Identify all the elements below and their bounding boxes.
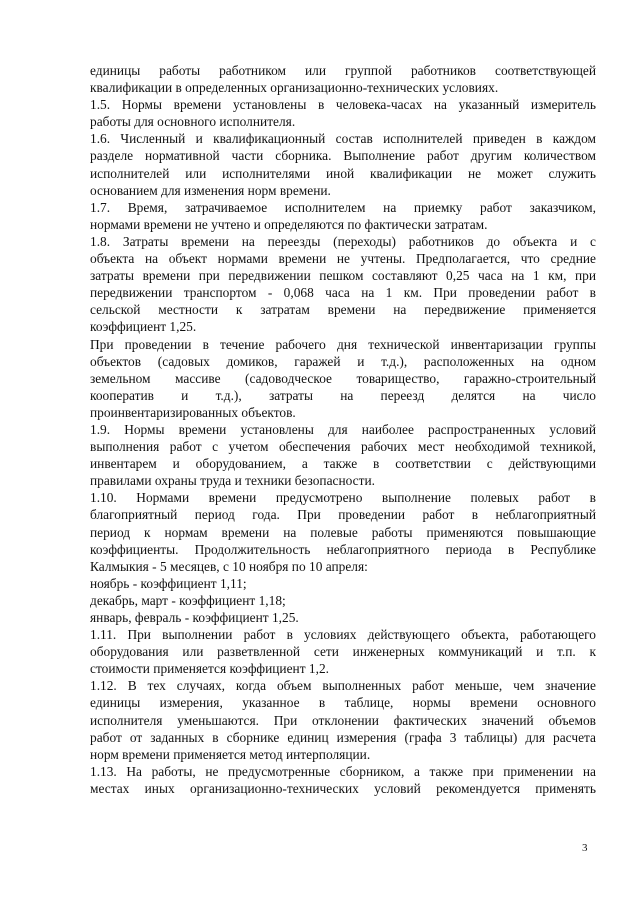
text-line: единицы работы работником или группой работников соответствующей [90,63,596,78]
paragraph-p-jan [90,609,596,626]
text-line: стоимости применяется коэффициент 1,2. [90,661,329,677]
paragraph-p-1-10 [90,489,596,574]
text-line: 1.5. Нормы времени установлены в человека-часах на указанный измеритель [90,97,596,113]
text-line: 1.13. На работы, не предусмотренные сборником, а также при применении на [90,763,596,779]
text-line: передвижении транспортом - 0,068 часа на 1 км. При проведении работ в [90,285,596,301]
text-line: земельном массиве (садоводческое товарищество, гаражно-строительный [90,370,596,386]
text-line: исполнителей или исполнителями иной квалификации не может служить [90,165,596,181]
text-line: 1.12. В тех случаях, когда объем выполненных работ меньше, чем значение [90,678,596,694]
text-line: нормами времени не учтено и определяются по фактически затратам. [90,216,488,232]
text-line: разделе нормативной части сборника. Выполнение работ другим количеством [90,148,596,164]
text-line: благоприятный период года. При проведении работ в неблагоприятный [90,507,596,523]
text-line: При проведении в течение рабочего дня технической инвентаризации группы [90,336,596,352]
text-line: Калмыкия - 5 месяцев, с 10 ноября по 10 апреля: [90,558,368,574]
text-line: выполнения работ с учетом обеспечения рабочих мест необходимой техникой, [90,439,596,455]
paragraph-p-1-12 [90,677,596,762]
paragraph-p-1-8b [90,336,596,421]
text-line: норм времени применяется метод интерполяции. [90,746,371,762]
text-line: объекта на объект нормами времени не учтены. Предполагается, что средние [90,251,596,267]
text-line: затраты времени при передвижении пешком составляют 0,25 часа на 1 км, при [90,268,596,284]
text-line: исполнителя уменьшаются. При отклонении фактических значений объемов [90,712,596,728]
text-line: коэффициенты. Продолжительность неблагоприятного периода в Республике [90,541,596,557]
text-line: проинвентаризированных объектов. [90,404,296,420]
paragraph-p-1-9 [90,421,596,489]
paragraph-p-1-11 [90,626,596,677]
text-line: 1.10. Нормами времени предусмотрено выполнение полевых работ в [90,490,596,506]
paragraph-p-1-6 [90,130,596,198]
text-line: правилами охраны труда и техники безопасности. [90,473,375,489]
text-line: 1.6. Численный и квалификационный состав исполнителей приведен в каждом [90,131,596,147]
text-line: ноябрь - коэффициент 1,11; [90,575,247,591]
text-line: кооператив и т.д.), затраты на переезд делятся на число [90,387,596,403]
paragraph-p-nov [90,575,596,592]
text-line: работы для основного исполнителя. [90,114,296,130]
text-line: декабрь, март - коэффициент 1,18; [90,592,286,608]
paragraph-cont [90,62,596,96]
text-line: местах иных организационно-технических условий рекомендуется применять [90,780,596,796]
text-line: сельской местности к затратам времени на передвижение применяется [90,302,596,318]
text-line: 1.11. При выполнении работ в условиях действующего объекта, работающего [90,627,596,643]
text-line: коэффициент 1,25. [90,319,197,335]
text-line: период к нормам времени на полевые работы применяются повышающие [90,524,596,540]
text-line: оборудования или разветвленной сети инженерных коммуникаций и т.п. к [90,644,596,660]
text-line: квалификации в определенных организационно-технических условиях. [90,80,499,96]
text-line: январь, февраль - коэффициент 1,25. [90,610,299,625]
paragraph-p-1-7 [90,199,596,233]
paragraph-p-dec [90,592,596,609]
body-text [90,62,596,797]
paragraph-p-1-5 [90,96,596,130]
text-line: 1.7. Время, затрачиваемое исполнителем на приемку работ заказчиком, [90,199,596,215]
text-line: объектов (садовых домиков, гаражей и т.д.), расположенных на одном [90,353,596,369]
text-line: инвентарем и оборудованием, а также в соответствии с действующими [90,456,596,472]
text-line: основанием для изменения норм времени. [90,182,331,198]
page-number: 3 [582,842,588,854]
paragraph-p-1-8 [90,233,596,336]
text-line: 1.8. Затраты времени на переезды (переходы) работников до объекта и с [90,233,596,249]
text-line: работ от заданных в сборнике единиц измерения (графа 3 таблицы) для расчета [90,729,596,745]
text-line: единицы измерения, указанное в таблице, нормы времени основного [90,695,596,711]
paragraph-p-1-13 [90,763,596,797]
text-line: 1.9. Нормы времени установлены для наиболее распространенных условий [90,421,596,437]
